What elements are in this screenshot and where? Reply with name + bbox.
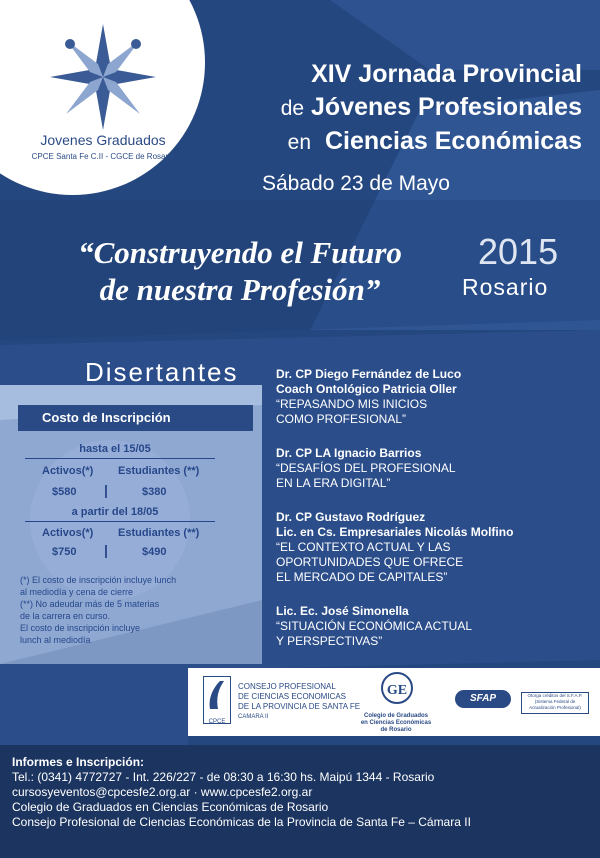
cg-name: Colegio de Graduados en Ciencias Económicas de Rosario (360, 713, 432, 733)
speaker-block-1: Dr. CP Diego Fernández de Luco Coach Ontológico Patricia Oller “REPASANDO MIS INICIOS COMO PROFESIONAL” (276, 367, 462, 426)
speaker-block-4: Lic. Ec. José Simonella “SITUACIÓN ECONÓMICA ACTUAL Y PERSPECTIVAS” (276, 604, 473, 648)
cost-price-1b: $380 (142, 486, 167, 498)
info-web[interactable]: cursosyeventos@cpcesfe2.org.ar · www.cpcesfe2.org.ar (12, 785, 313, 799)
speaker-block-3: Dr. CP Gustavo Rodríguez Lic. en Cs. Empresariales Nicolás Molfino “EL CONTEXTO ACTUAL Y LAS OPORTUNIDADES QUE OFRECE EL MERCADO DE CAPITALES” (276, 510, 514, 584)
cost-price-1a: $580 (52, 486, 77, 498)
info-consejo: Consejo Profesional de Ciencias Económicas de la Provincia de Santa Fe – Cámara II (12, 815, 471, 829)
info-footer (12, 755, 471, 830)
cost-period-2: a partir del 18/05 (71, 506, 159, 518)
title-line-3: en Ciencias Económicas (287, 127, 582, 155)
event-title (281, 58, 582, 159)
cost-col-estudiantes-2: Estudiantes (**) (118, 527, 200, 539)
logo-subtitle: CPCE Santa Fe C.II - CGCE de Rosario (31, 152, 175, 161)
event-date: Sábado 23 de Mayo (262, 172, 450, 195)
cost-separator: | (104, 482, 108, 498)
cpce-logo-icon: CPCE (203, 676, 231, 724)
info-phone: Tel.: (0341) 4772727 - Int. 226/227 - de 08:30 a 16:30 hs. Maipú 1344 - Rosario (12, 770, 435, 784)
cost-notes: (*) El costo de inscripción incluye lunch al mediodía y cena de cierre (**) No adeudar más de 5 materias de la carrera en curso. El costo de inscripción incluye lunch al mediodía (20, 575, 177, 645)
event-year: 2015 (478, 231, 559, 272)
cost-col-activos-2: Activos(*) (42, 527, 94, 539)
cpce-name: CONSEJO PROFESIONAL DE CIENCIAS ECONOMICAS DE LA PROVINCIA DE SANTA FE CAMARA II (238, 682, 361, 720)
section-title-disertantes: Disertantes (85, 357, 239, 387)
cost-period-1: hasta el 15/05 (79, 443, 151, 455)
cost-separator: | (104, 542, 108, 558)
cg-logo-icon (380, 671, 414, 711)
cost-price-2b: $490 (142, 546, 167, 558)
star-logo-icon (48, 22, 158, 132)
info-colegio: Colegio de Graduados en Ciencias Económicas de Rosario (12, 800, 329, 814)
divider (25, 458, 215, 460)
event-city: Rosario (462, 274, 549, 300)
svg-text:GE: GE (386, 683, 408, 698)
cost-col-estudiantes: Estudiantes (**) (118, 465, 200, 477)
title-line-2: de Jóvenes Profesionales (280, 93, 582, 121)
logo-name: Jovenes Graduados (40, 132, 166, 148)
title-line-1: XIV Jornada Provincial (311, 60, 582, 88)
speaker-block-2: Dr. CP LA Ignacio Barrios “DESAFÍOS DEL PROFESIONAL EN LA ERA DIGITAL” (276, 446, 456, 490)
divider (25, 521, 215, 523)
info-heading: Informes e Inscripción: (12, 755, 145, 769)
motto: “Construyendo el Futuro de nuestra Profesión” (78, 235, 402, 307)
cost-col-activos: Activos(*) (42, 465, 94, 477)
sfap-logo: SFAP (455, 690, 511, 708)
cost-title: Costo de Inscripción (42, 410, 171, 425)
sfap-credits-note: Otorga créditos del S.F.A.P. (Sistema Federal de Actualización Profesional) (521, 692, 589, 714)
cost-price-2a: $750 (52, 546, 77, 558)
